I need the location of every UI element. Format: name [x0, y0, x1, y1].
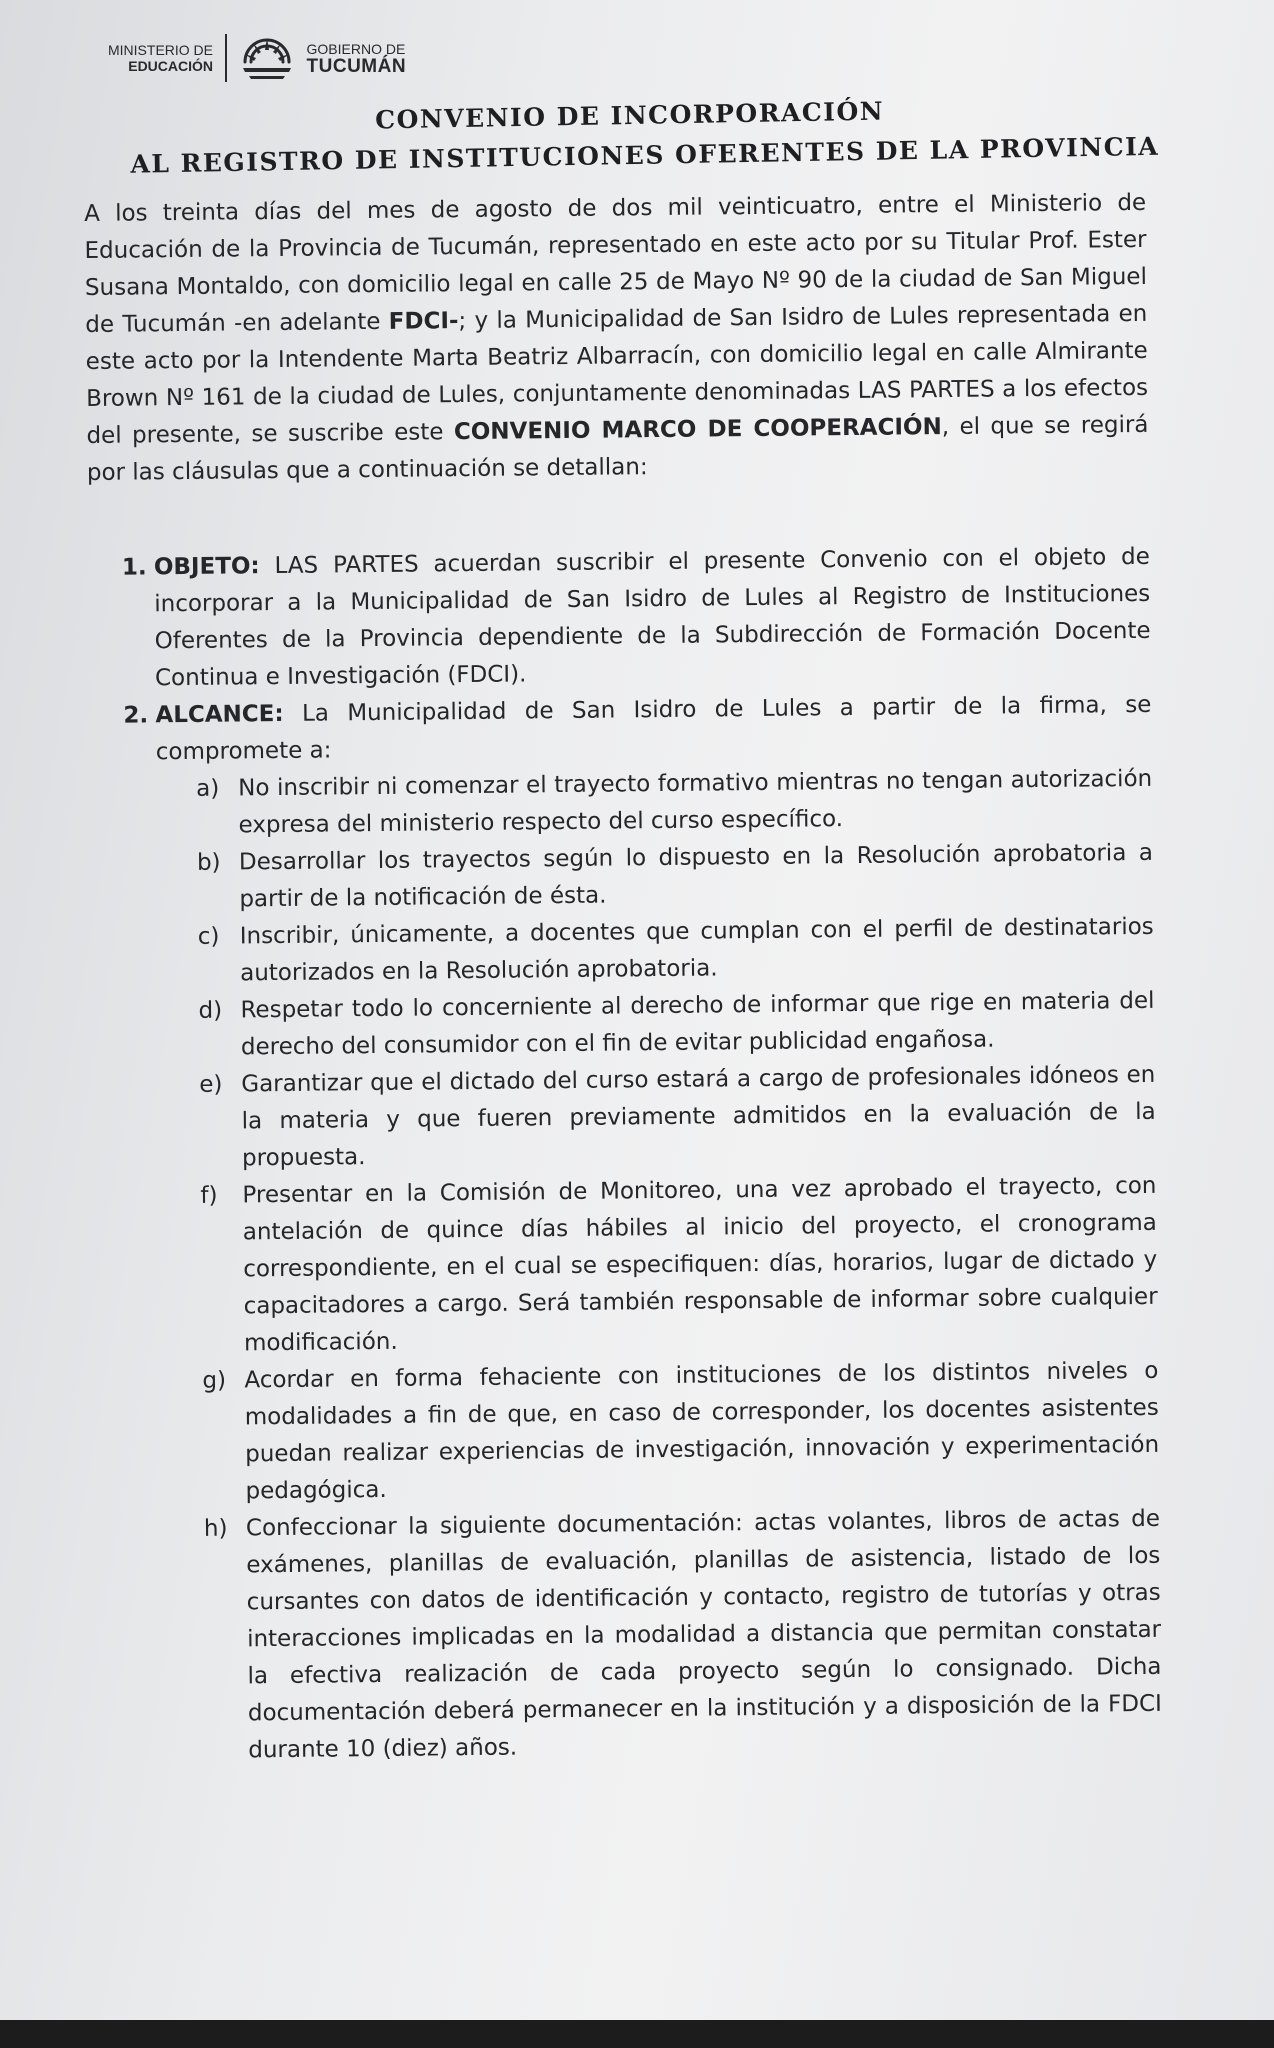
sub-item-b: [157, 835, 1154, 919]
sub-item-text: Inscribir, únicamente, a docentes que cumplan con el perfil de destinatarios autorizados en la Resolución aprobatoria.: [239, 913, 1154, 987]
sub-item-f: [160, 1168, 1158, 1363]
tucuman-sun-emblem-icon: [239, 32, 295, 84]
intro-bold-convenio: CONVENIO MARCO DE COOPERACIÓN: [453, 414, 942, 446]
sub-item-letter: g): [202, 1367, 227, 1394]
intro-text-3: , el que se regirá por las cláusulas que a continuación se detallan:: [86, 411, 1149, 486]
sub-item-text: Desarrollar los trayectos según lo dispuesto en la Resolución aprobatoria a partir de la notificación de ésta.: [238, 839, 1154, 913]
logo-divider: [225, 34, 227, 82]
clauses-list: [88, 539, 1163, 1771]
sub-item-text: Garantizar que el dictado del curso estará a cargo de profesionales idóneos en la materia y que fueren previamente admitidos en la evaluación de la propuesta.: [241, 1061, 1156, 1172]
clause-alcance: [89, 687, 1162, 1771]
intro-text-1: A los treinta días del mes de agosto de dos mil veinticuatro, entre el Ministerio de Educación de la Provincia de Tucumán, representado en este acto por su Titular Prof. Ester Susana Montaldo, con domicilio legal en calle 25 de Mayo Nº 90 de la ciudad de San Miguel de Tucumán -en adelante: [84, 189, 1148, 338]
sub-item-letter: a): [196, 775, 220, 802]
clause-heading: OBJETO:: [153, 553, 260, 581]
sub-item-text: Respetar todo lo concerniente al derecho de informar que rige en materia del derecho del consumidor con el fin de evitar publicidad engañosa.: [240, 987, 1155, 1061]
letterhead: [108, 30, 406, 86]
intro-text-2: ; y la Municipalidad de San Isidro de Lules representada en este acto por la Intendente Marta Beatriz Albarracín, con domicilio legal en calle Almirante Brown Nº 161 de la ciudad de Lules, conjuntamente denominadas LAS PARTES a los efectos del presente, se suscribe este: [85, 300, 1149, 449]
intro-paragraph: [84, 185, 1149, 492]
document-title: [129, 87, 1160, 184]
government-line-2: TUCUMÁN: [306, 56, 407, 77]
alcance-sub-items: [156, 761, 1162, 1770]
clause-number: 2.: [123, 702, 149, 729]
intro-bold-fdci: FDCI-: [388, 308, 459, 335]
document-body: [84, 185, 1162, 1771]
sub-item-h: [164, 1501, 1163, 1770]
sub-item-a: [156, 761, 1153, 845]
sub-item-g: [162, 1353, 1159, 1511]
clause-text: LAS PARTES acuerdan suscribir el presente Convenio con el objeto de incorporar a la Municipalidad de San Isidro de Lules al Registro de Instituciones Oferentes de la Provincia dependiente de la Subdirección de Formación Docente Continua e Investigación (FDCI).: [154, 543, 1151, 692]
sub-item-letter: c): [197, 923, 220, 950]
sub-item-text: Acordar en forma fehaciente con instituciones de los distintos niveles o modalidades a fin de que, en caso de corresponder, los docentes asistentes puedan realizar experiencias de investigación, innovación y experimentación pedagógica.: [244, 1357, 1160, 1505]
title-line-2: AL REGISTRO DE INSTITUCIONES OFERENTES DE LA PROVINCIA: [130, 131, 1160, 179]
clause-number: 1.: [121, 554, 147, 581]
government-logo-text: [307, 41, 407, 75]
ministry-line-2: EDUCACIÓN: [128, 58, 214, 74]
sub-item-letter: h): [203, 1515, 228, 1542]
sub-item-d: [158, 983, 1155, 1067]
ministry-logo-text: [108, 42, 213, 74]
clause-text: La Municipalidad de San Isidro de Lules a partir de la firma, se compromete a:: [155, 691, 1152, 766]
title-line-1: CONVENIO DE INCORPORACIÓN: [374, 96, 885, 135]
clause-objeto: [88, 539, 1151, 698]
sub-item-e: [159, 1057, 1156, 1178]
sub-item-letter: d): [198, 997, 223, 1024]
sub-item-letter: b): [196, 849, 221, 876]
clause-heading: ALCANCE:: [155, 700, 284, 729]
sub-item-c: [158, 909, 1155, 993]
sub-item-text: No inscribir ni comenzar el trayecto formativo mientras no tengan autorización expresa del ministerio respecto del curso específico.: [238, 765, 1153, 839]
ministry-line-1: MINISTERIO DE: [108, 42, 214, 58]
government-line-1: GOBIERNO DE: [306, 41, 406, 57]
sub-item-text: Presentar en la Comisión de Monitoreo, una vez aprobado el trayecto, con antelación de quince días hábiles al inicio del proyecto, el cronograma correspondiente, en el cual se especifiquen: días, horarios, lugar de dictado y capacitadores a cargo. Será también responsable de informar sobre cualquier modificación.: [242, 1172, 1158, 1357]
sub-item-letter: f): [200, 1182, 218, 1209]
photo-background-strip: [0, 2020, 1274, 2048]
sub-item-letter: e): [199, 1071, 223, 1098]
sub-item-text: Confeccionar la siguiente documentación: actas volantes, libros de actas de exámenes, planillas de evaluación, planillas de asistencia, listado de los cursantes con datos de identificación y contacto, registro de tutorías y otras interacciones implicadas en la modalidad a distancia que permitan constatar la efectiva realización de cada proyecto según lo consignado. Dicha documentación deberá permanecer en la institución y a disposición de la FDCI durante 10 (diez) años.: [245, 1505, 1162, 1764]
